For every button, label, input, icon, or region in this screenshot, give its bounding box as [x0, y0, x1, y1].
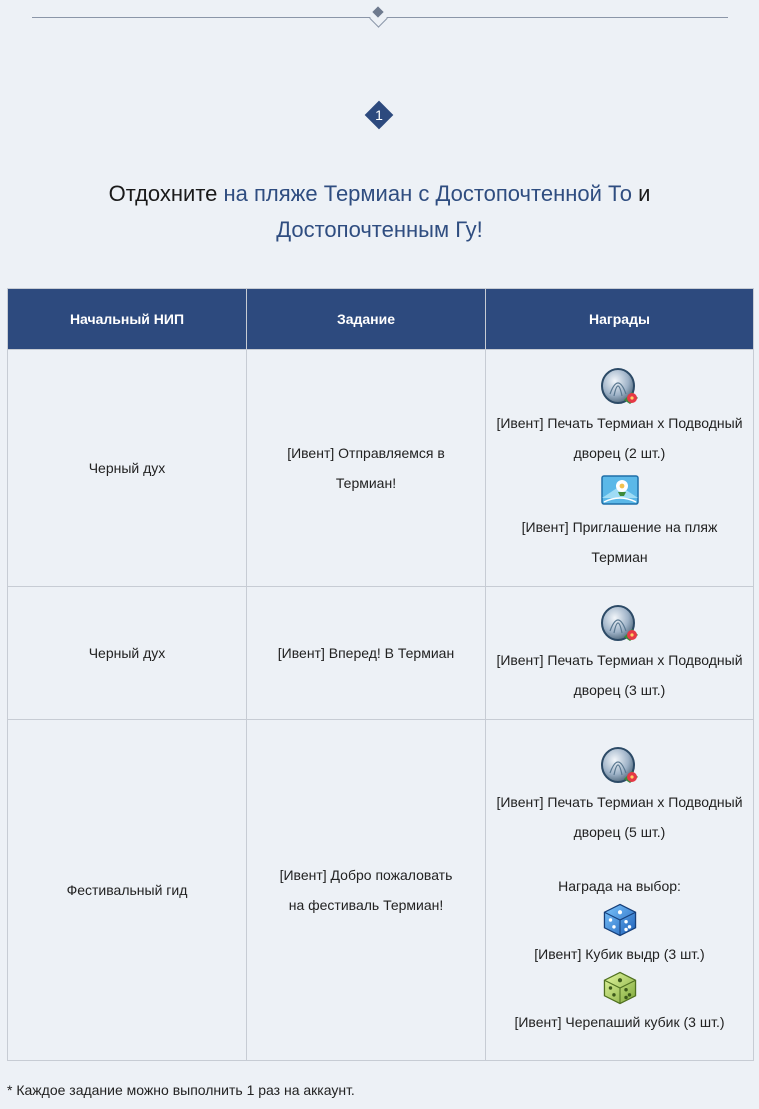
headline	[40, 176, 719, 248]
quest-cell: [Ивент] Вперед! В Термиан	[247, 587, 486, 720]
green-dice-icon	[601, 969, 639, 1007]
reward-label: [Ивент] Кубик выдр (3 шт.)	[534, 946, 705, 962]
quest-table	[7, 288, 754, 1061]
npc-cell: Черный дух	[8, 350, 247, 587]
choice-label: Награда на выбор:	[558, 878, 681, 894]
rewards-cell	[486, 350, 754, 587]
headline-text-1: Отдохните	[108, 181, 224, 206]
step-number: 1	[375, 107, 383, 123]
table-row	[8, 587, 754, 720]
rewards-cell	[486, 587, 754, 720]
quest-label: [Ивент] Добро пожаловать на фестиваль Термиан!	[279, 867, 453, 913]
reward-label: [Ивент] Печать Термиан x Подводный дворец (2 шт.)	[496, 415, 743, 461]
header-quest: Задание	[247, 289, 486, 350]
headline-highlight-1: на пляже Термиан с Достопочтенной То	[223, 181, 632, 206]
reward-label: [Ивент] Приглашение на пляж Термиан	[521, 519, 718, 565]
npc-cell: Фестивальный гид	[8, 720, 247, 1061]
step-badge	[366, 102, 392, 128]
reward-label: [Ивент] Печать Термиан x Подводный дворец (3 шт.)	[496, 652, 743, 698]
header-rewards: Награды	[486, 289, 754, 350]
table-row	[8, 350, 754, 587]
quest-cell	[247, 720, 486, 1061]
seal-icon	[598, 743, 642, 787]
quest-label: [Ивент] Отправляемся в Термиан!	[287, 445, 445, 491]
blue-dice-icon	[601, 901, 639, 939]
invitation-icon	[598, 468, 642, 512]
npc-cell: Черный дух	[8, 587, 247, 720]
header-npc: Начальный НИП	[8, 289, 247, 350]
footnote: * Каждое задание можно выполнить 1 раз на аккаунт.	[7, 1082, 355, 1098]
quest-cell	[247, 350, 486, 587]
rewards-cell	[486, 720, 754, 1061]
table-row	[8, 720, 754, 1061]
headline-highlight-2: Достопочтенным Гу!	[276, 217, 483, 242]
reward-label: [Ивент] Печать Термиан x Подводный дворец (5 шт.)	[496, 794, 743, 840]
seal-icon	[598, 364, 642, 408]
seal-icon	[598, 601, 642, 645]
reward-label: [Ивент] Черепаший кубик (3 шт.)	[514, 1014, 725, 1030]
table-header-row	[8, 289, 754, 350]
headline-text-2: и	[631, 181, 651, 206]
